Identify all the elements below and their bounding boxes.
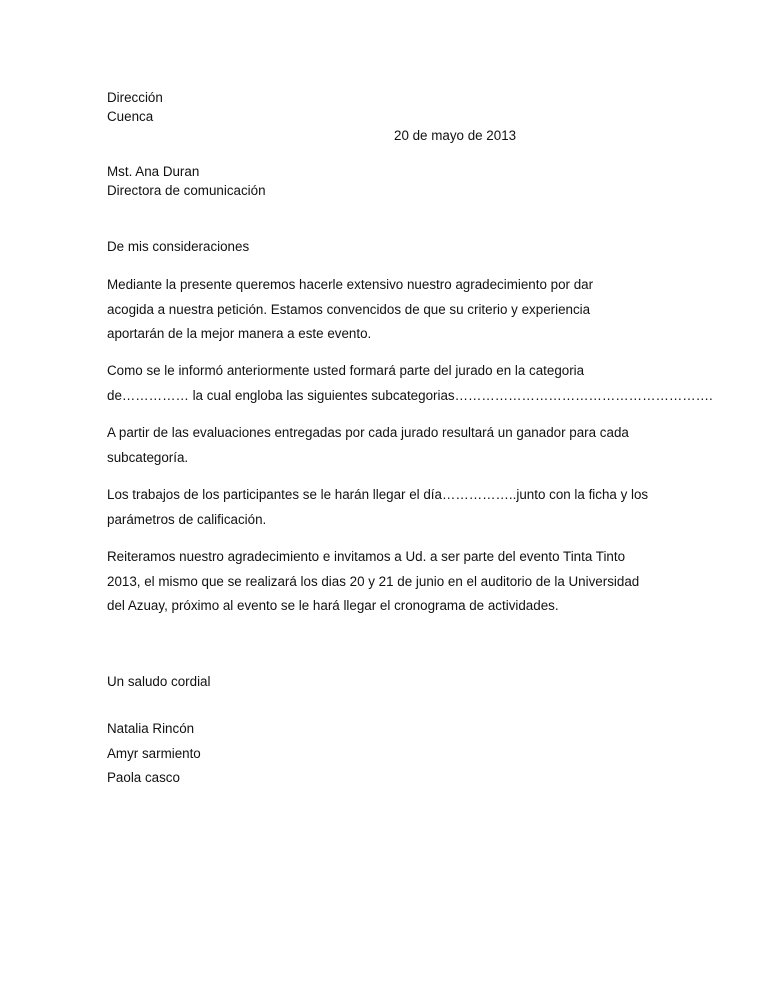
paragraph-2 [107,359,713,408]
paragraph-line: parámetros de calificación. [107,511,267,527]
paragraph-5 [107,545,667,619]
paragraph-line: A partir de las evaluaciones entregadas por cada jurado resultará un ganador para cada [107,425,629,440]
paragraph-line: subcategoría. [107,449,189,465]
letter-date: 20 de mayo de 2013 [394,128,517,143]
recipient-name: Mst. Ana Duran [107,164,200,179]
paragraph-line: 2013, el mismo que se realizará los dias 20 y 21 de junio en el auditorio de la Universidad [107,573,640,589]
paragraph-line: Mediante la presente queremos hacerle extensivo nuestro agradecimiento por dar [107,277,594,292]
paragraph-3 [107,421,667,470]
paragraph-line: del Azuay, próximo al evento se le hará llegar el cronograma de actividades. [107,598,559,613]
paragraph-line: Como se le informó anteriormente usted formará parte del jurado en la categoria [107,363,585,378]
paragraph-line: Los trabajos de los participantes se le harán llegar el día……………..junto con la ficha y los [107,487,649,502]
recipient-title: Directora de comunicación [107,183,266,198]
signature-name: Natalia Rincón [107,721,195,736]
paragraph-4 [107,483,667,532]
paragraph-line: de…………… la cual engloba las siguientes subcategorias…………………………………………………. [107,387,713,403]
paragraph-line: acogida a nuestra petición. Estamos convencidos de que su criterio y experiencia [107,301,591,317]
signature-name: Paola casco [107,770,180,785]
closing: Un saludo cordial [107,674,211,689]
signature-name: Amyr sarmiento [107,745,201,761]
paragraph-line: aportarán de la mejor manera a este evento. [107,326,372,341]
signature-block [107,717,667,791]
header-direccion: Dirección [107,90,163,105]
paragraph-line: Reiteramos nuestro agradecimiento e invitamos a Ud. a ser parte del evento Tinta Tinto [107,549,626,564]
paragraph-1 [107,273,667,347]
header-city: Cuenca [107,109,154,124]
salutation: De mis consideraciones [107,239,250,254]
